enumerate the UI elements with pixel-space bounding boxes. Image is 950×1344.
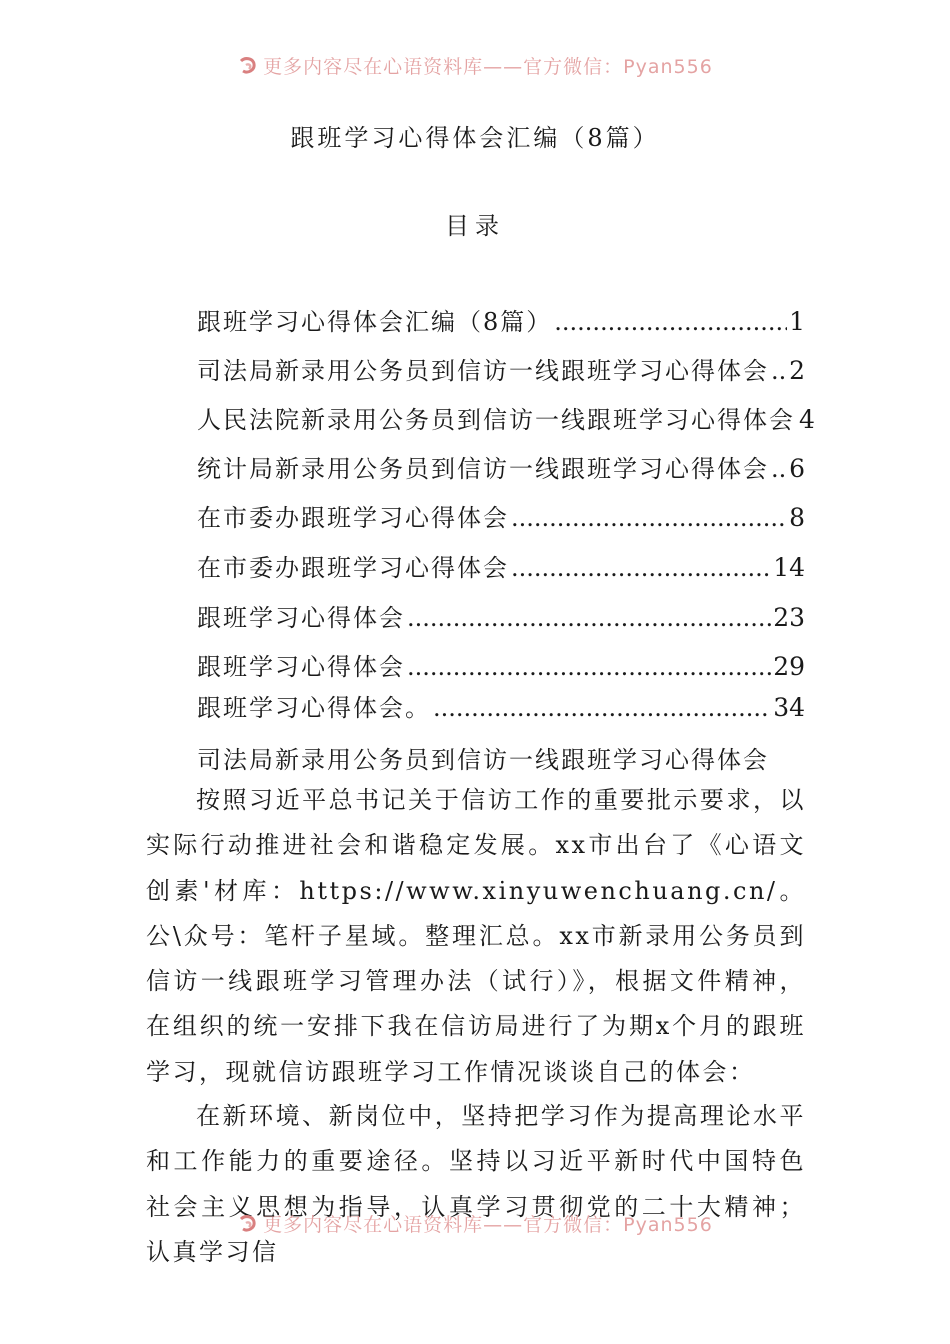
toc-entry[interactable] bbox=[197, 647, 805, 688]
toc-entry-title: 跟班学习心得体会。 bbox=[197, 694, 431, 722]
toc-entry-page: 29 bbox=[773, 652, 805, 681]
toc-entry-page: 34 bbox=[773, 693, 805, 722]
toc-leader-dots bbox=[554, 308, 787, 336]
toc-leader-dots bbox=[771, 357, 787, 385]
toc-entry[interactable] bbox=[197, 498, 805, 548]
toc-entry-page: 6 bbox=[789, 454, 805, 483]
toc-entry[interactable] bbox=[197, 302, 805, 351]
brand-logo-icon bbox=[237, 1213, 259, 1235]
watermark-bottom bbox=[0, 1208, 950, 1238]
toc-entry-title: 跟班学习心得体会汇编（8篇） bbox=[197, 308, 553, 336]
toc-heading: 目录 bbox=[445, 212, 505, 240]
toc-entry-page: 14 bbox=[773, 553, 805, 582]
toc-entry[interactable] bbox=[197, 548, 805, 598]
toc-entry-title: 统计局新录用公务员到信访一线跟班学习心得体会 bbox=[197, 455, 769, 483]
toc-leader-dots bbox=[407, 604, 771, 632]
toc-leader-dots bbox=[433, 694, 771, 722]
toc-leader-dots bbox=[771, 455, 787, 483]
document-title: 跟班学习心得体会汇编（8篇） bbox=[290, 124, 660, 152]
brand-logo-icon bbox=[237, 56, 259, 77]
toc-entry-page: 4 bbox=[799, 405, 815, 434]
body-paragraph: 按照习近平总书记关于信访工作的重要批示要求，以实际行动推进社会和谐稳定发展。xx市出台了《心语文创素'材库：https://www.xinyuwenchuang.cn/。公\众号：笔杆子星域。整理汇总。xx市新录用公务员到信访一线跟班学习管理办法（试行）》，根据文件精神，在组织的统一安排下我在信访局进行了为期x个月的跟班学习，现就信访跟班学习工作情况谈谈自己的体会： bbox=[146, 786, 806, 1086]
body-paragraph: 在新环境、新岗位中，坚持把学习作为提高理论水平和工作能力的重要途径。坚持以习近平新时代中国特色社会主义思想为指导，认真学习贯彻党的二十大精神；认真学习信 bbox=[146, 1102, 806, 1266]
toc-entry-title: 人民法院新录用公务员到信访一线跟班学习心得体会 bbox=[197, 406, 795, 434]
toc-entry-title: 司法局新录用公务员到信访一线跟班学习心得体会 bbox=[197, 357, 769, 385]
toc-entry-title: 跟班学习心得体会 bbox=[197, 653, 405, 681]
toc-entry[interactable] bbox=[197, 351, 805, 400]
toc-leader-dots bbox=[511, 554, 771, 582]
toc-entry[interactable] bbox=[197, 688, 805, 728]
watermark-text: 更多内容尽在心语资料库——官方微信：Pyan556 bbox=[263, 1214, 713, 1236]
watermark-top bbox=[0, 56, 950, 86]
toc-entry[interactable] bbox=[197, 598, 805, 647]
table-of-contents bbox=[197, 302, 815, 728]
toc-leader-dots bbox=[407, 653, 771, 681]
watermark-text: 更多内容尽在心语资料库——官方微信：Pyan556 bbox=[263, 56, 713, 78]
toc-leader-dots bbox=[511, 504, 787, 532]
toc-entry-page: 2 bbox=[789, 356, 805, 385]
toc-entry[interactable] bbox=[197, 449, 805, 498]
toc-entry-title: 跟班学习心得体会 bbox=[197, 604, 405, 632]
toc-entry-title: 在市委办跟班学习心得体会 bbox=[197, 504, 509, 532]
toc-entry[interactable] bbox=[197, 400, 815, 449]
section-heading: 司法局新录用公务员到信访一线跟班学习心得体会 bbox=[197, 746, 769, 774]
toc-entry-title: 在市委办跟班学习心得体会 bbox=[197, 554, 509, 582]
toc-entry-page: 23 bbox=[773, 603, 805, 632]
toc-entry-page: 1 bbox=[789, 307, 805, 336]
toc-entry-page: 8 bbox=[789, 503, 805, 532]
